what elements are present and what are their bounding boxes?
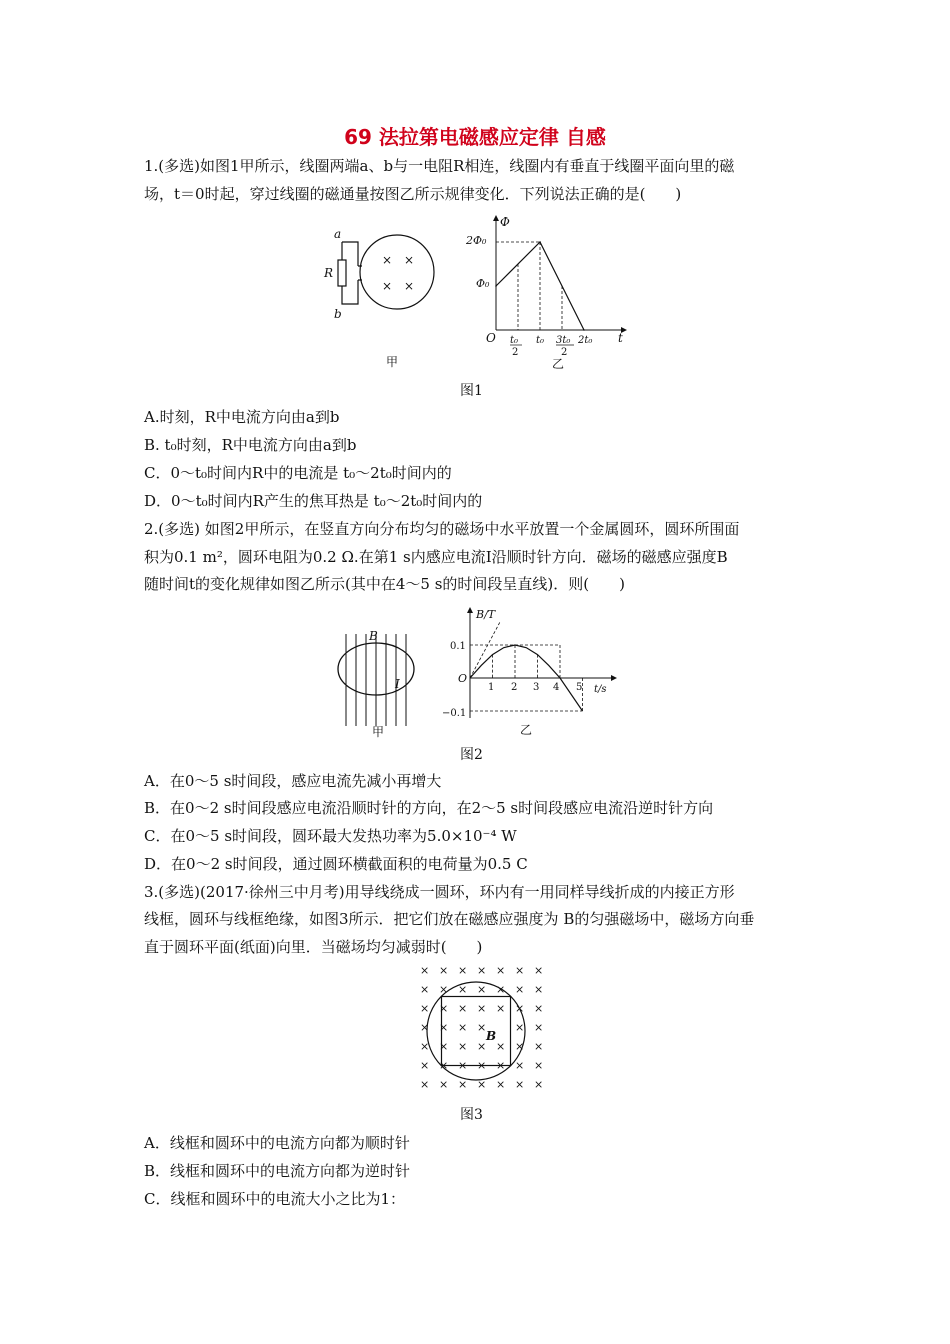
x-tick-2: 2 xyxy=(511,682,518,693)
y-tick-2phi0: 2Φ₀ xyxy=(466,234,487,247)
field-cross: × xyxy=(477,964,487,977)
x-tick-3: 3 xyxy=(533,682,540,693)
field-cross: × xyxy=(515,1040,525,1053)
q1-option-c: C．0～t₀时间内R中的电流是 t₀～2t₀时间内的 xyxy=(144,464,452,482)
field-cross: × xyxy=(534,1040,544,1053)
field-cross: × xyxy=(420,1078,430,1091)
field-cross: × xyxy=(458,1040,468,1053)
flux-point xyxy=(539,241,541,243)
tangent-line xyxy=(470,622,500,678)
field-cross: × xyxy=(496,1002,506,1015)
field-cross: × xyxy=(477,1059,487,1072)
dashed-guides xyxy=(496,242,562,330)
field-cross: × xyxy=(477,1021,487,1034)
field-b-label: B xyxy=(369,629,378,643)
q3-ring-square-figure xyxy=(412,960,542,1100)
field-cross: × xyxy=(382,279,393,293)
q1-option-d: D．0～t₀时间内R产生的焦耳热是 t₀～2t₀时间内的 xyxy=(144,492,483,510)
origin-label: O xyxy=(458,672,468,685)
x-tick-3t0-half-num: 3t₀ xyxy=(556,335,571,346)
field-cross: × xyxy=(420,1040,430,1053)
field-cross: × xyxy=(439,1021,449,1034)
field-cross: × xyxy=(477,1002,487,1015)
x-tick-half-den: 2 xyxy=(561,347,568,358)
field-cross: × xyxy=(404,279,415,293)
current-i-label: I xyxy=(395,677,400,691)
field-cross: × xyxy=(515,1078,525,1091)
field-cross: × xyxy=(420,983,430,996)
q3-stem-line-1: 3.(多选)(2017·徐州三中月考)用导线绕成一圆环，环内有一用同样导线折成的内接正方形 xyxy=(144,883,735,901)
q2-option-d: D．在0～2 s时间段，通过圆环横截面积的电荷量为0.5 C xyxy=(144,855,528,873)
coil-circle xyxy=(360,235,434,309)
x-axis-label: t/s xyxy=(594,684,607,695)
q1-sub-right-caption: 乙 xyxy=(552,357,565,371)
flux-point xyxy=(583,329,585,331)
x-axis-label: t xyxy=(618,331,623,345)
field-cross: × xyxy=(534,983,544,996)
field-cross: × xyxy=(496,964,506,977)
field-cross: × xyxy=(496,1078,506,1091)
field-cross: × xyxy=(420,1059,430,1072)
flux-series-line xyxy=(496,242,584,330)
origin-label: O xyxy=(486,331,496,345)
q3-stem-line-2: 线框，圆环与线框绝缘，如图3所示．把它们放在磁感应强度为 B的匀强磁场中，磁场方向垂 xyxy=(144,910,755,928)
resistor xyxy=(338,260,346,286)
q1-stem-line-2: 场，t＝0时起，穿过线圈的磁通量按图乙所示规律变化．下列说法正确的是( ) xyxy=(144,185,682,203)
field-cross: × xyxy=(496,983,506,996)
field-cross: × xyxy=(439,964,449,977)
field-cross: × xyxy=(534,1002,544,1015)
q2-option-b: B．在0～2 s时间段感应电流沿顺时针的方向，在2～5 s时间段感应电流沿逆时针方向 xyxy=(144,799,714,817)
resistor-label: R xyxy=(324,266,334,280)
field-cross: × xyxy=(458,1059,468,1072)
field-cross: × xyxy=(496,1040,506,1053)
field-cross: × xyxy=(515,983,525,996)
x-tick-half-den: 2 xyxy=(512,347,519,358)
x-tick-t0: t₀ xyxy=(536,335,545,346)
x-tick-t0-half-num: t₀ xyxy=(510,335,519,346)
q3-option-a: A．线框和圆环中的电流方向都为顺时针 xyxy=(144,1134,410,1152)
q1-sub-left-caption: 甲 xyxy=(386,355,399,369)
q3-option-c: C．线框和圆环中的电流大小之比为1： xyxy=(144,1190,406,1208)
field-cross: × xyxy=(515,1002,525,1015)
field-cross: × xyxy=(496,1059,506,1072)
field-cross: × xyxy=(439,1059,449,1072)
terminal-b-label: b xyxy=(334,307,342,321)
field-cross: × xyxy=(420,1002,430,1015)
field-cross: × xyxy=(515,1059,525,1072)
q2-sub-right-caption: 乙 xyxy=(520,723,533,737)
q2-ring-figure xyxy=(336,626,426,742)
q2-stem-line-3: 随时间t的变化规律如图乙所示(其中在4～5 s的时间段呈直线)．则( ) xyxy=(144,575,625,593)
q2-b-graph xyxy=(444,606,624,742)
q3-figure-caption: 图3 xyxy=(460,1107,483,1123)
q1-option-a: A.时刻，R中电流方向由a到b xyxy=(144,408,340,426)
x-tick-1: 1 xyxy=(488,682,495,693)
field-cross: × xyxy=(439,1040,449,1053)
field-cross: × xyxy=(534,1021,544,1034)
x-tick-5: 5 xyxy=(576,682,583,693)
q2-stem-line-1: 2.(多选) 如图2甲所示，在竖直方向分布均匀的磁场中水平放置一个金属圆环，圆环所围面 xyxy=(144,520,740,538)
field-cross: × xyxy=(458,1078,468,1091)
field-cross: × xyxy=(420,964,430,977)
y-tick-neg: −0.1 xyxy=(442,708,467,719)
field-cross: × xyxy=(458,964,468,977)
q3-stem-line-3: 直于圆环平面(纸面)向里．当磁场均匀减弱时( ) xyxy=(144,938,483,956)
q1-circuit-figure xyxy=(320,222,450,372)
field-cross: × xyxy=(382,253,393,267)
q1-figure-caption: 图1 xyxy=(460,383,483,399)
field-cross: × xyxy=(515,964,525,977)
field-cross: × xyxy=(404,253,415,267)
field-cross: × xyxy=(439,983,449,996)
field-b-label: B xyxy=(486,1029,497,1043)
y-tick-phi0: Φ₀ xyxy=(476,277,490,290)
field-cross: × xyxy=(534,1078,544,1091)
field-cross: × xyxy=(534,964,544,977)
field-cross: × xyxy=(420,1021,430,1034)
field-cross: × xyxy=(439,1078,449,1091)
q2-stem-line-2: 积为0.1 m²，圆环电阻为0.2 Ω.在第1 s内感应电流I沿顺时针方向．磁场的磁感应强度B xyxy=(144,548,728,566)
field-cross: × xyxy=(439,1002,449,1015)
y-tick-pos: 0.1 xyxy=(450,641,466,652)
terminal-a-label: a xyxy=(334,227,342,241)
q1-option-b: B. t₀时刻，R中电流方向由a到b xyxy=(144,436,357,454)
q2-figure-caption: 图2 xyxy=(460,747,483,763)
y-axis-label: Φ xyxy=(500,215,510,229)
x-tick-2t0: 2t₀ xyxy=(578,335,593,346)
flux-point xyxy=(495,285,497,287)
q2-option-c: C．在0～5 s时间段，圆环最大发热功率为5.0×10⁻⁴ W xyxy=(144,827,517,845)
field-cross: × xyxy=(477,1040,487,1053)
field-cross: × xyxy=(477,983,487,996)
field-cross: × xyxy=(458,983,468,996)
q2-sub-left-caption: 甲 xyxy=(372,725,385,739)
field-cross: × xyxy=(458,1002,468,1015)
field-cross: × xyxy=(477,1078,487,1091)
y-axis-label: B/T xyxy=(476,608,496,621)
q1-stem-line-1: 1.(多选)如图1甲所示，线圈两端a、b与一电阻R相连，线圈内有垂直于线圈平面向里的磁 xyxy=(144,157,735,175)
field-cross: × xyxy=(534,1059,544,1072)
field-cross: × xyxy=(515,1021,525,1034)
q2-option-a: A．在0～5 s时间段，感应电流先减小再增大 xyxy=(144,772,442,790)
field-cross: × xyxy=(458,1021,468,1034)
q3-option-b: B．线框和圆环中的电流方向都为逆时针 xyxy=(144,1162,411,1180)
q1-flux-graph xyxy=(466,212,634,372)
page-title: 69 法拉第电磁感应定律 自感 xyxy=(344,125,606,149)
x-tick-4: 4 xyxy=(553,682,560,693)
